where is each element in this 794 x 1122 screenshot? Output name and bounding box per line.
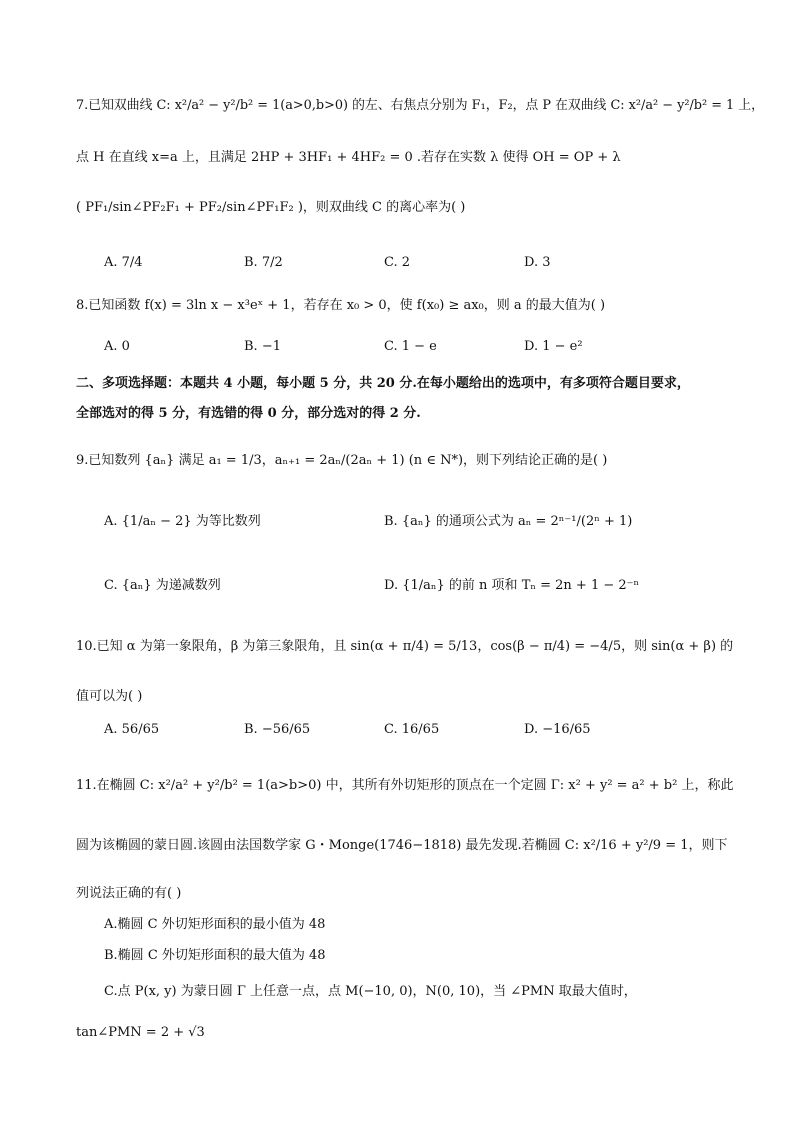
q11-line1: 11.在椭圆 C: x²/a² + y²/b² = 1(a>b>0) 中，其所有外切矩形的顶点在一个定圆 Γ: x² + y² = a² + b² 上，称此 (76, 778, 734, 793)
q9-option-c: C. {aₙ} 为递减数列 (104, 578, 221, 593)
q8-option-b: B. −1 (244, 339, 281, 354)
q9-option-b: B. {aₙ} 的通项公式为 aₙ = 2ⁿ⁻¹/(2ⁿ + 1) (384, 514, 633, 529)
q7-line2: 点 H 在直线 x=a 上，且满足 2HP + 3HF₁ + 4HF₂ = 0 .若存在实数 λ 使得 OH = OP + λ (76, 150, 621, 165)
q7-option-a: A. 7/4 (104, 255, 143, 270)
q11-option-c-continuation: tan∠PMN = 2 + √3 (76, 1025, 205, 1040)
q8-option-c: C. 1 − e (384, 339, 437, 354)
q7-option-d: D. 3 (524, 255, 551, 270)
q10-line2: 值可以为( ) (76, 689, 143, 704)
q7-option-b: B. 7/2 (244, 255, 283, 270)
q10-option-b: B. −56/65 (244, 722, 311, 737)
q10-option-c: C. 16/65 (384, 722, 440, 737)
q8-option-a: A. 0 (104, 339, 130, 354)
q7-line1: 7.已知双曲线 C: x²/a² − y²/b² = 1(a>0,b>0) 的左、右焦点分别为 F₁，F₂，点 P 在双曲线 C: x²/a² − y²/b² = 1 上， (76, 98, 764, 113)
q7-line3: ( PF₁/sin∠PF₂F₁ + PF₂/sin∠PF₁F₂ )，则双曲线 C 的离心率为( ) (76, 200, 466, 215)
section-heading-line1: 二、多项选择题：本题共 4 小题，每小题 5 分，共 20 分.在每小题给出的选项中，有多项符合题目要求， (76, 376, 690, 391)
q11-line2: 圆为该椭圆的蒙日圆.该圆由法国数学家 G・Monge(1746−1818) 最先发现.若椭圆 C: x²/16 + y²/9 = 1，则下 (76, 838, 728, 853)
q8-option-d: D. 1 − e² (524, 339, 583, 354)
q7-option-c: C. 2 (384, 255, 411, 270)
q11-option-c: C.点 P(x, y) 为蒙日圆 Γ 上任意一点，点 M(−10, 0)，N(0, 10)，当 ∠PMN 取最大值时， (104, 984, 637, 999)
q11-option-a: A.椭圆 C 外切矩形面积的最小值为 48 (104, 917, 326, 932)
q9-option-a: A. {1/aₙ − 2} 为等比数列 (104, 514, 261, 529)
q10-option-d: D. −16/65 (524, 722, 591, 737)
q10-option-a: A. 56/65 (104, 722, 160, 737)
q8-line1: 8.已知函数 f(x) = 3ln x − x³eˣ + 1，若存在 x₀ > 0，使 f(x₀) ≥ ax₀，则 a 的最大值为( ) (76, 298, 606, 313)
q11-option-b: B.椭圆 C 外切矩形面积的最大值为 48 (104, 948, 326, 963)
q9-option-d: D. {1/aₙ} 的前 n 项和 Tₙ = 2n + 1 − 2⁻ⁿ (384, 578, 640, 593)
q11-line3: 列说法正确的有( ) (76, 886, 182, 901)
q9-line1: 9.已知数列 {aₙ} 满足 a₁ = 1/3，aₙ₊₁ = 2aₙ/(2aₙ + 1) (n ∈ N*)，则下列结论正确的是( ) (76, 453, 608, 468)
section-heading-line2: 全部选对的得 5 分，有选错的得 0 分，部分选对的得 2 分. (76, 406, 421, 421)
q10-line1: 10.已知 α 为第一象限角，β 为第三象限角，且 sin(α + π/4) = 5/13，cos(β − π/4) = −4/5，则 sin(α + β) 的 (76, 639, 734, 654)
